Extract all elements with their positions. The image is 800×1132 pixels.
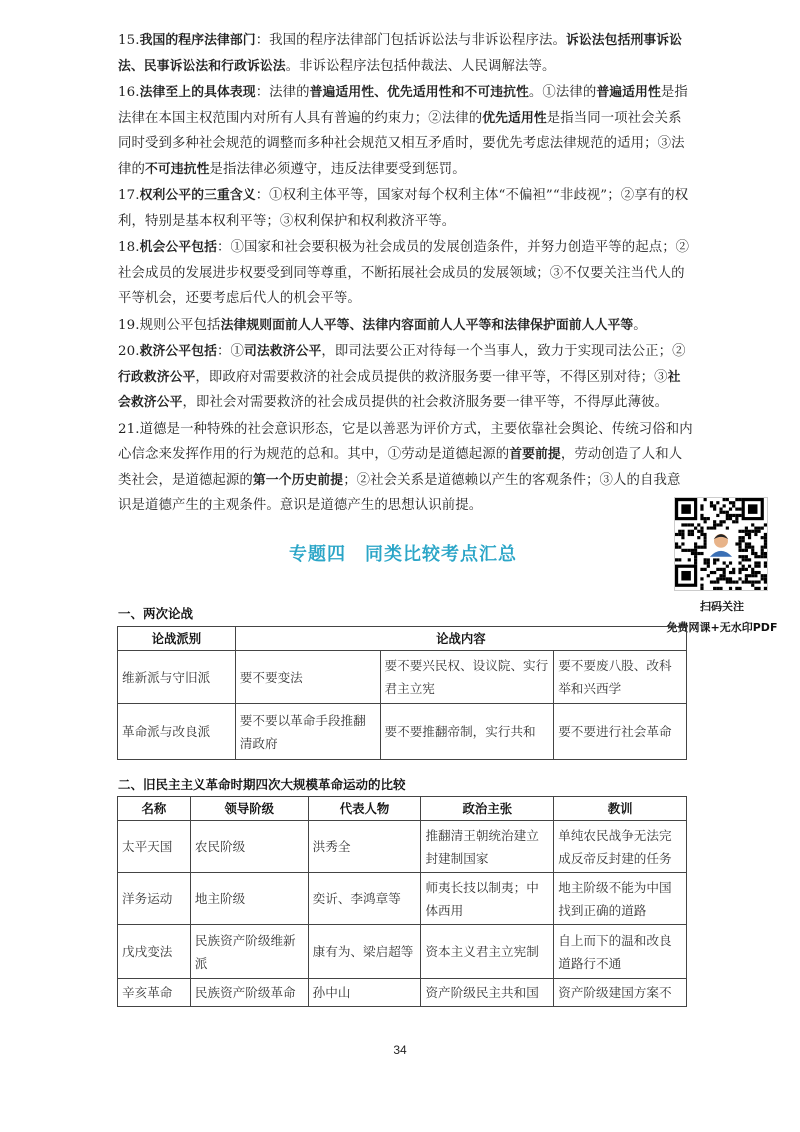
- revolution-table: [117, 796, 687, 1007]
- text-run: 15.: [118, 33, 140, 48]
- text-run: 20.: [118, 344, 140, 359]
- qr-caption-free: 免费网课+无水印PDF: [666, 621, 778, 634]
- paragraph: [118, 28, 693, 79]
- text-run: 。①法律的: [528, 85, 597, 100]
- table-cell: 农民阶级: [190, 821, 308, 873]
- bold-text: 司法救济公平: [243, 344, 322, 359]
- table-cell: 戊戌变法: [118, 925, 191, 979]
- table-cell: 康有为、梁启超等: [308, 925, 421, 979]
- text-run: 是指当同一项社会关系同时受到多种社会规范的调整而多种社会规范又相互矛盾时，要优先考虑法律规范的适用；③法律的: [118, 110, 685, 177]
- section-2-title: 二、旧民主主义革命时期四次大规模革命运动的比较: [118, 777, 406, 792]
- table-cell: 单纯农民战争无法完成反帝反封建的任务: [554, 821, 687, 873]
- bold-text: 救济公平包括: [139, 344, 217, 359]
- text-run: ，即社会对需要救济的社会成员提供的社会救济服务要一律平等，不得厚此薄彼。: [182, 395, 669, 410]
- table-cell: 自上而下的温和改良道路行不通: [554, 925, 687, 979]
- table-cell: 资本主义君主立宪制: [421, 925, 554, 979]
- table-cell: 资产阶级民主共和国: [421, 979, 554, 1007]
- bold-text: 第一个历史前提: [252, 472, 344, 488]
- main-text: [118, 28, 693, 520]
- table-cell: 要不要以革命手段推翻清政府: [235, 704, 380, 760]
- topic-title: 专题四 同类比较考点汇总: [289, 544, 517, 565]
- table-cell: 地主阶级: [190, 873, 308, 925]
- page-number: 34: [393, 1043, 407, 1057]
- text-run: 21.道德是一种特殊的社会意识形态，它是以善恶为评价方式，主要依靠社会舆论、传统习俗和内心信念来发挥作用的行为规范的总和。其中，①劳动是道德起源的: [118, 421, 693, 462]
- table-cell: 师夷长技以制夷；中体西用: [421, 873, 554, 925]
- section-1-title: 一、两次论战: [118, 606, 194, 621]
- table-cell: 洋务运动: [118, 873, 191, 925]
- table-cell: 要不要进行社会革命: [554, 704, 687, 760]
- text-run: ：法律的: [255, 85, 310, 100]
- table-cell: 洪秀全: [308, 821, 421, 873]
- bold-text: 行政救济公平: [118, 369, 196, 385]
- paragraph: [118, 417, 693, 519]
- text-run: 是指法律必须遵守，违反法律要受到惩罚。: [209, 161, 466, 177]
- bold-text: 法律至上的具体表现: [139, 85, 256, 100]
- table-cell: 要不要兴民权、设议院、实行君主立宪: [380, 651, 554, 704]
- bold-text: 社会救济公平: [118, 369, 681, 410]
- table-cell: 地主阶级不能为中国找到正确的道路: [554, 873, 687, 925]
- text-run: 是指法律在本国主权范围内对所有人具有普遍的约束力；②法律的: [118, 85, 688, 126]
- text-run: 规则公平包括: [139, 317, 221, 333]
- bold-text: 普遍适用性: [596, 85, 661, 100]
- table-cell: 要不要变法: [235, 651, 380, 704]
- text-run: 。非诉讼程序法包括仲裁法、人民调解法等。: [285, 58, 556, 74]
- table-cell: 维新派与守旧派: [118, 651, 236, 704]
- table-cell: 太平天国: [118, 821, 191, 873]
- table-cell: 要不要推翻帝制，实行共和: [380, 704, 554, 760]
- debate-table: [117, 626, 687, 760]
- text-run: 19.: [118, 317, 140, 333]
- text-run: ：①: [217, 344, 244, 359]
- paragraph: [118, 235, 693, 312]
- table-cell: 民族资产阶级维新派: [190, 925, 308, 979]
- qr-caption-follow: 扫码关注: [700, 600, 744, 613]
- table-cell: 辛亥革命: [118, 979, 191, 1007]
- paragraph: [118, 183, 693, 234]
- bold-text: 首要前提: [509, 447, 561, 462]
- text-run: 17.: [118, 188, 140, 203]
- table-header: 论战派别: [118, 627, 236, 651]
- table-header: 论战内容: [235, 627, 686, 651]
- bold-text: 诉讼法包括刑事诉讼法、民事诉讼法和行政诉讼法: [118, 33, 683, 74]
- text-run: ，即政府对需要救济的社会成员提供的救济服务要一律平等，不得区别对待；③: [195, 369, 668, 385]
- text-run: ；②社会关系是道德赖以产生的客观条件；③人的自我意识是道德产生的主观条件。意识是道德产生的思想认识前提。: [118, 472, 681, 513]
- text-run: 16.: [118, 85, 140, 100]
- text-run: ：我国的程序法律部门包括诉讼法与非诉讼程序法。: [255, 33, 566, 48]
- bold-text: 权利公平的三重含义: [139, 188, 256, 203]
- text-run: ：①国家和社会要积极为社会成员的发展创造条件，并努力创造平等的起点；②社会成员的发展进步权要受到同等尊重，不断拓展社会成员的发展领域；③不仅要关注当代人的平等机会，还要考虑后代人的机会平等。: [118, 240, 690, 306]
- text-run: ：①权利主体平等，国家对每个权利主体“不偏袒”“非歧视”；②享有的权利，特别是基本权利平等；③权利保护和权利救济平等。: [118, 188, 689, 229]
- bold-text: 我国的程序法律部门: [139, 33, 256, 48]
- table-cell: 资产阶级建国方案不: [554, 979, 687, 1007]
- table-header: 名称: [118, 797, 191, 821]
- table-cell: 推翻清王朝统治建立封建制国家: [421, 821, 554, 873]
- paragraph: [118, 80, 693, 182]
- qr-code-icon: [674, 497, 768, 591]
- bold-text: 法律规则面前人人平等、法律内容面前人人平等和法律保护面前人人平等: [220, 317, 634, 333]
- table-header: 领导阶级: [190, 797, 308, 821]
- bold-text: 机会公平包括: [139, 240, 217, 255]
- table-cell: 民族资产阶级革命: [190, 979, 308, 1007]
- table-header: 代表人物: [308, 797, 421, 821]
- table-cell: 奕䜣、李鸿章等: [308, 873, 421, 925]
- text-run: ，劳动创造了人和人类社会，是道德起源的: [118, 447, 683, 488]
- text-run: 。: [633, 317, 647, 333]
- table-cell: 孙中山: [308, 979, 421, 1007]
- text-run: 18.: [118, 240, 140, 255]
- table-header: 教训: [554, 797, 687, 821]
- bold-text: 优先适用性: [482, 110, 547, 126]
- table-cell: 要不要废八股、改科举和兴西学: [554, 651, 687, 704]
- paragraph: [118, 339, 693, 416]
- bold-text: 普遍适用性、优先适用性和不可违抗性: [309, 85, 529, 100]
- paragraph: [118, 313, 693, 339]
- table-cell: 革命派与改良派: [118, 704, 236, 760]
- bold-text: 不可违抗性: [144, 161, 210, 177]
- text-run: ，即司法要公正对待每一个当事人，致力于实现司法公正；②: [321, 344, 686, 359]
- table-header: 政治主张: [421, 797, 554, 821]
